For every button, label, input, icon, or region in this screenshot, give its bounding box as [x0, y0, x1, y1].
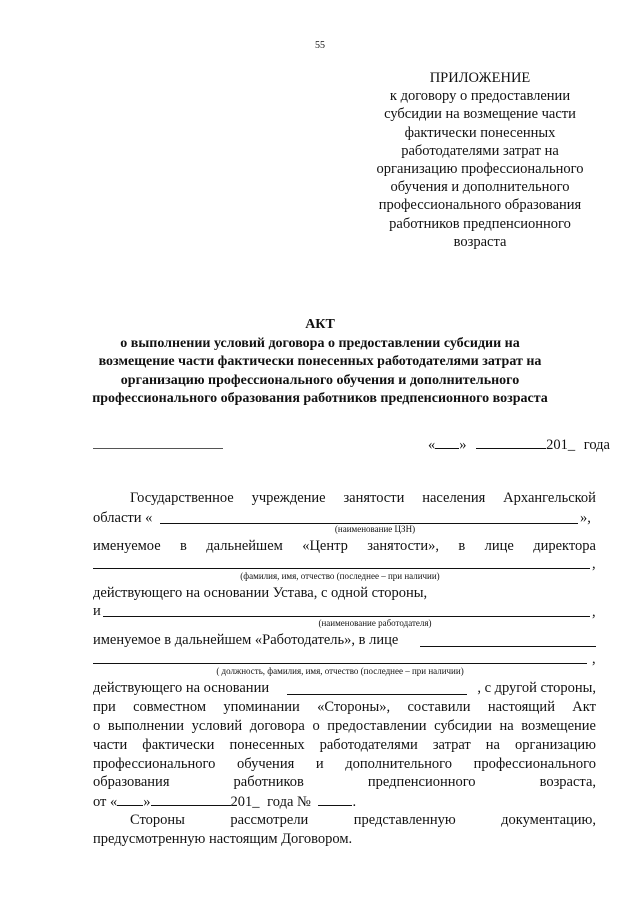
- word: занятости: [343, 490, 405, 506]
- director-name-blank: [93, 568, 590, 569]
- word: «Центр: [302, 538, 348, 554]
- comma-1: ,: [592, 556, 596, 572]
- act-subtitle: [60, 335, 580, 409]
- date-year: 201_: [546, 437, 576, 453]
- paragraph-line: предусмотренную настоящим Договором.: [93, 831, 353, 847]
- act-heading: АКТ: [305, 317, 335, 332]
- word: занятости»,: [367, 538, 440, 554]
- day-blank: [435, 436, 459, 449]
- word: «Стороны»,: [317, 699, 391, 715]
- date-quote-close: »: [459, 437, 467, 453]
- paragraph-line: [93, 718, 596, 735]
- contract-date-start: от «: [93, 794, 118, 810]
- appendix-line: возраста: [453, 233, 507, 250]
- contract-day-blank: [117, 793, 143, 806]
- word: дополнительного: [345, 756, 452, 772]
- word: о: [93, 718, 101, 734]
- employer-name-blank: [103, 616, 590, 617]
- contract-month-blank: [151, 793, 231, 806]
- paragraph-line: [93, 538, 596, 555]
- representative-blank: [420, 646, 596, 647]
- caption-fio: (фамилия, имя, отчество (последнее – при наличии): [240, 571, 440, 581]
- act-subtitle-line: организацию профессионального обучения и дополнительного: [120, 372, 520, 388]
- word: затрат: [432, 737, 471, 753]
- act-subtitle-line: о выполнении условий договора о предоставлении субсидии на: [120, 335, 520, 351]
- word: о: [312, 718, 320, 734]
- word: Государственное: [130, 490, 234, 506]
- contract-number-blank: [318, 793, 352, 806]
- comma-2: ,: [592, 604, 596, 620]
- word: субсидии: [434, 718, 492, 734]
- appendix-line: организацию профессионального: [376, 161, 584, 178]
- word: выполнении: [107, 718, 184, 734]
- comma-3: ,: [592, 651, 596, 667]
- caption-position: ( должность, фамилия, имя, отчество (последнее – при наличии): [216, 666, 464, 676]
- paragraph-line: действующего на основании Устава, с одной стороны,: [93, 585, 428, 601]
- paragraph-line: [93, 774, 596, 791]
- word: при: [93, 699, 116, 715]
- date-quote-open: «: [428, 437, 436, 453]
- appendix-line: к договору о предоставлении: [389, 88, 571, 105]
- word: и: [315, 756, 324, 772]
- appendix-line: работников предпенсионного: [389, 215, 571, 232]
- paragraph-line: именуемое в дальнейшем «Работодатель», в лице: [93, 632, 399, 648]
- word: именуемое: [93, 538, 161, 554]
- act-subtitle-line: возмещение части фактически понесенных работодателями затрат на: [98, 354, 542, 369]
- word: части: [93, 737, 128, 753]
- contract-number-label: года №: [267, 794, 311, 810]
- word: предпенсионного: [367, 774, 476, 790]
- word: составили: [407, 699, 471, 715]
- date-year-suffix: года: [583, 437, 610, 453]
- word: образования: [93, 774, 170, 790]
- czn-line-start: области «: [93, 510, 153, 526]
- paragraph-line-end: , с другой стороны,: [477, 680, 596, 696]
- word: Архангельской: [503, 490, 596, 506]
- word: организацию: [515, 737, 596, 753]
- paragraph-line: [130, 490, 596, 507]
- word: дальнейшем: [206, 538, 283, 554]
- word: в: [458, 538, 466, 554]
- word: договора: [249, 718, 305, 734]
- paragraph-line: действующего на основании: [93, 680, 270, 696]
- word: настоящий: [487, 699, 555, 715]
- appendix-line: обучения и дополнительного: [390, 179, 570, 196]
- word: условий: [191, 718, 243, 734]
- employer-line-start: и: [93, 603, 101, 619]
- word: рассмотрели: [230, 812, 309, 828]
- word: работодателями: [319, 737, 418, 753]
- paragraph-line: [93, 756, 596, 773]
- appendix-line: ПРИЛОЖЕНИЕ: [429, 70, 531, 86]
- word: Стороны: [130, 812, 185, 828]
- word: совместном: [133, 699, 207, 715]
- caption-employer: (наименование работодателя): [318, 618, 432, 628]
- appendix-line: работодателями затрат на: [401, 142, 559, 159]
- act-subtitle-line: профессионального образования работников предпенсионного возраста: [92, 391, 548, 406]
- word: возмещение: [521, 718, 596, 734]
- appendix-line: профессионального образования: [378, 197, 582, 214]
- word: работников: [233, 774, 304, 790]
- contract-date-quote: »: [143, 794, 151, 810]
- word: на: [485, 737, 500, 753]
- position-name-blank: [93, 663, 587, 664]
- month-blank: [476, 436, 546, 449]
- word: предоставлении: [327, 718, 427, 734]
- place-blank: [93, 448, 223, 449]
- word: населения: [422, 490, 486, 506]
- word: на: [499, 718, 514, 734]
- word: директора: [533, 538, 596, 554]
- appendix-line: фактически понесенных: [404, 124, 556, 141]
- word: представленную: [353, 812, 456, 828]
- word: лице: [484, 538, 514, 554]
- czn-line-end: »,: [580, 510, 591, 526]
- paragraph-line: [130, 812, 596, 829]
- appendix-line: субсидии на возмещение части: [384, 106, 576, 123]
- paragraph-line: [93, 737, 596, 754]
- paragraph-line: [93, 699, 596, 716]
- word: в: [180, 538, 187, 554]
- act-title-block: [60, 316, 580, 409]
- date-line: [428, 436, 610, 454]
- appendix-block: [360, 69, 600, 251]
- contract-year: 201_: [230, 794, 260, 810]
- caption-czn: (наименование ЦЗН): [334, 524, 416, 534]
- page-number: 55: [315, 40, 325, 51]
- word: возраста,: [539, 774, 596, 790]
- contract-date-line: [93, 793, 356, 811]
- word: обучения: [237, 756, 295, 772]
- contract-dot: .: [352, 794, 357, 810]
- word: фактически: [142, 737, 215, 753]
- basis-blank: [287, 694, 467, 695]
- word: документацию,: [501, 812, 596, 828]
- word: профессионального: [473, 756, 596, 772]
- word: профессионального: [93, 756, 216, 772]
- word: понесенных: [229, 737, 305, 753]
- word: учреждение: [251, 490, 326, 506]
- word: Акт: [572, 699, 596, 715]
- word: упоминании: [223, 699, 300, 715]
